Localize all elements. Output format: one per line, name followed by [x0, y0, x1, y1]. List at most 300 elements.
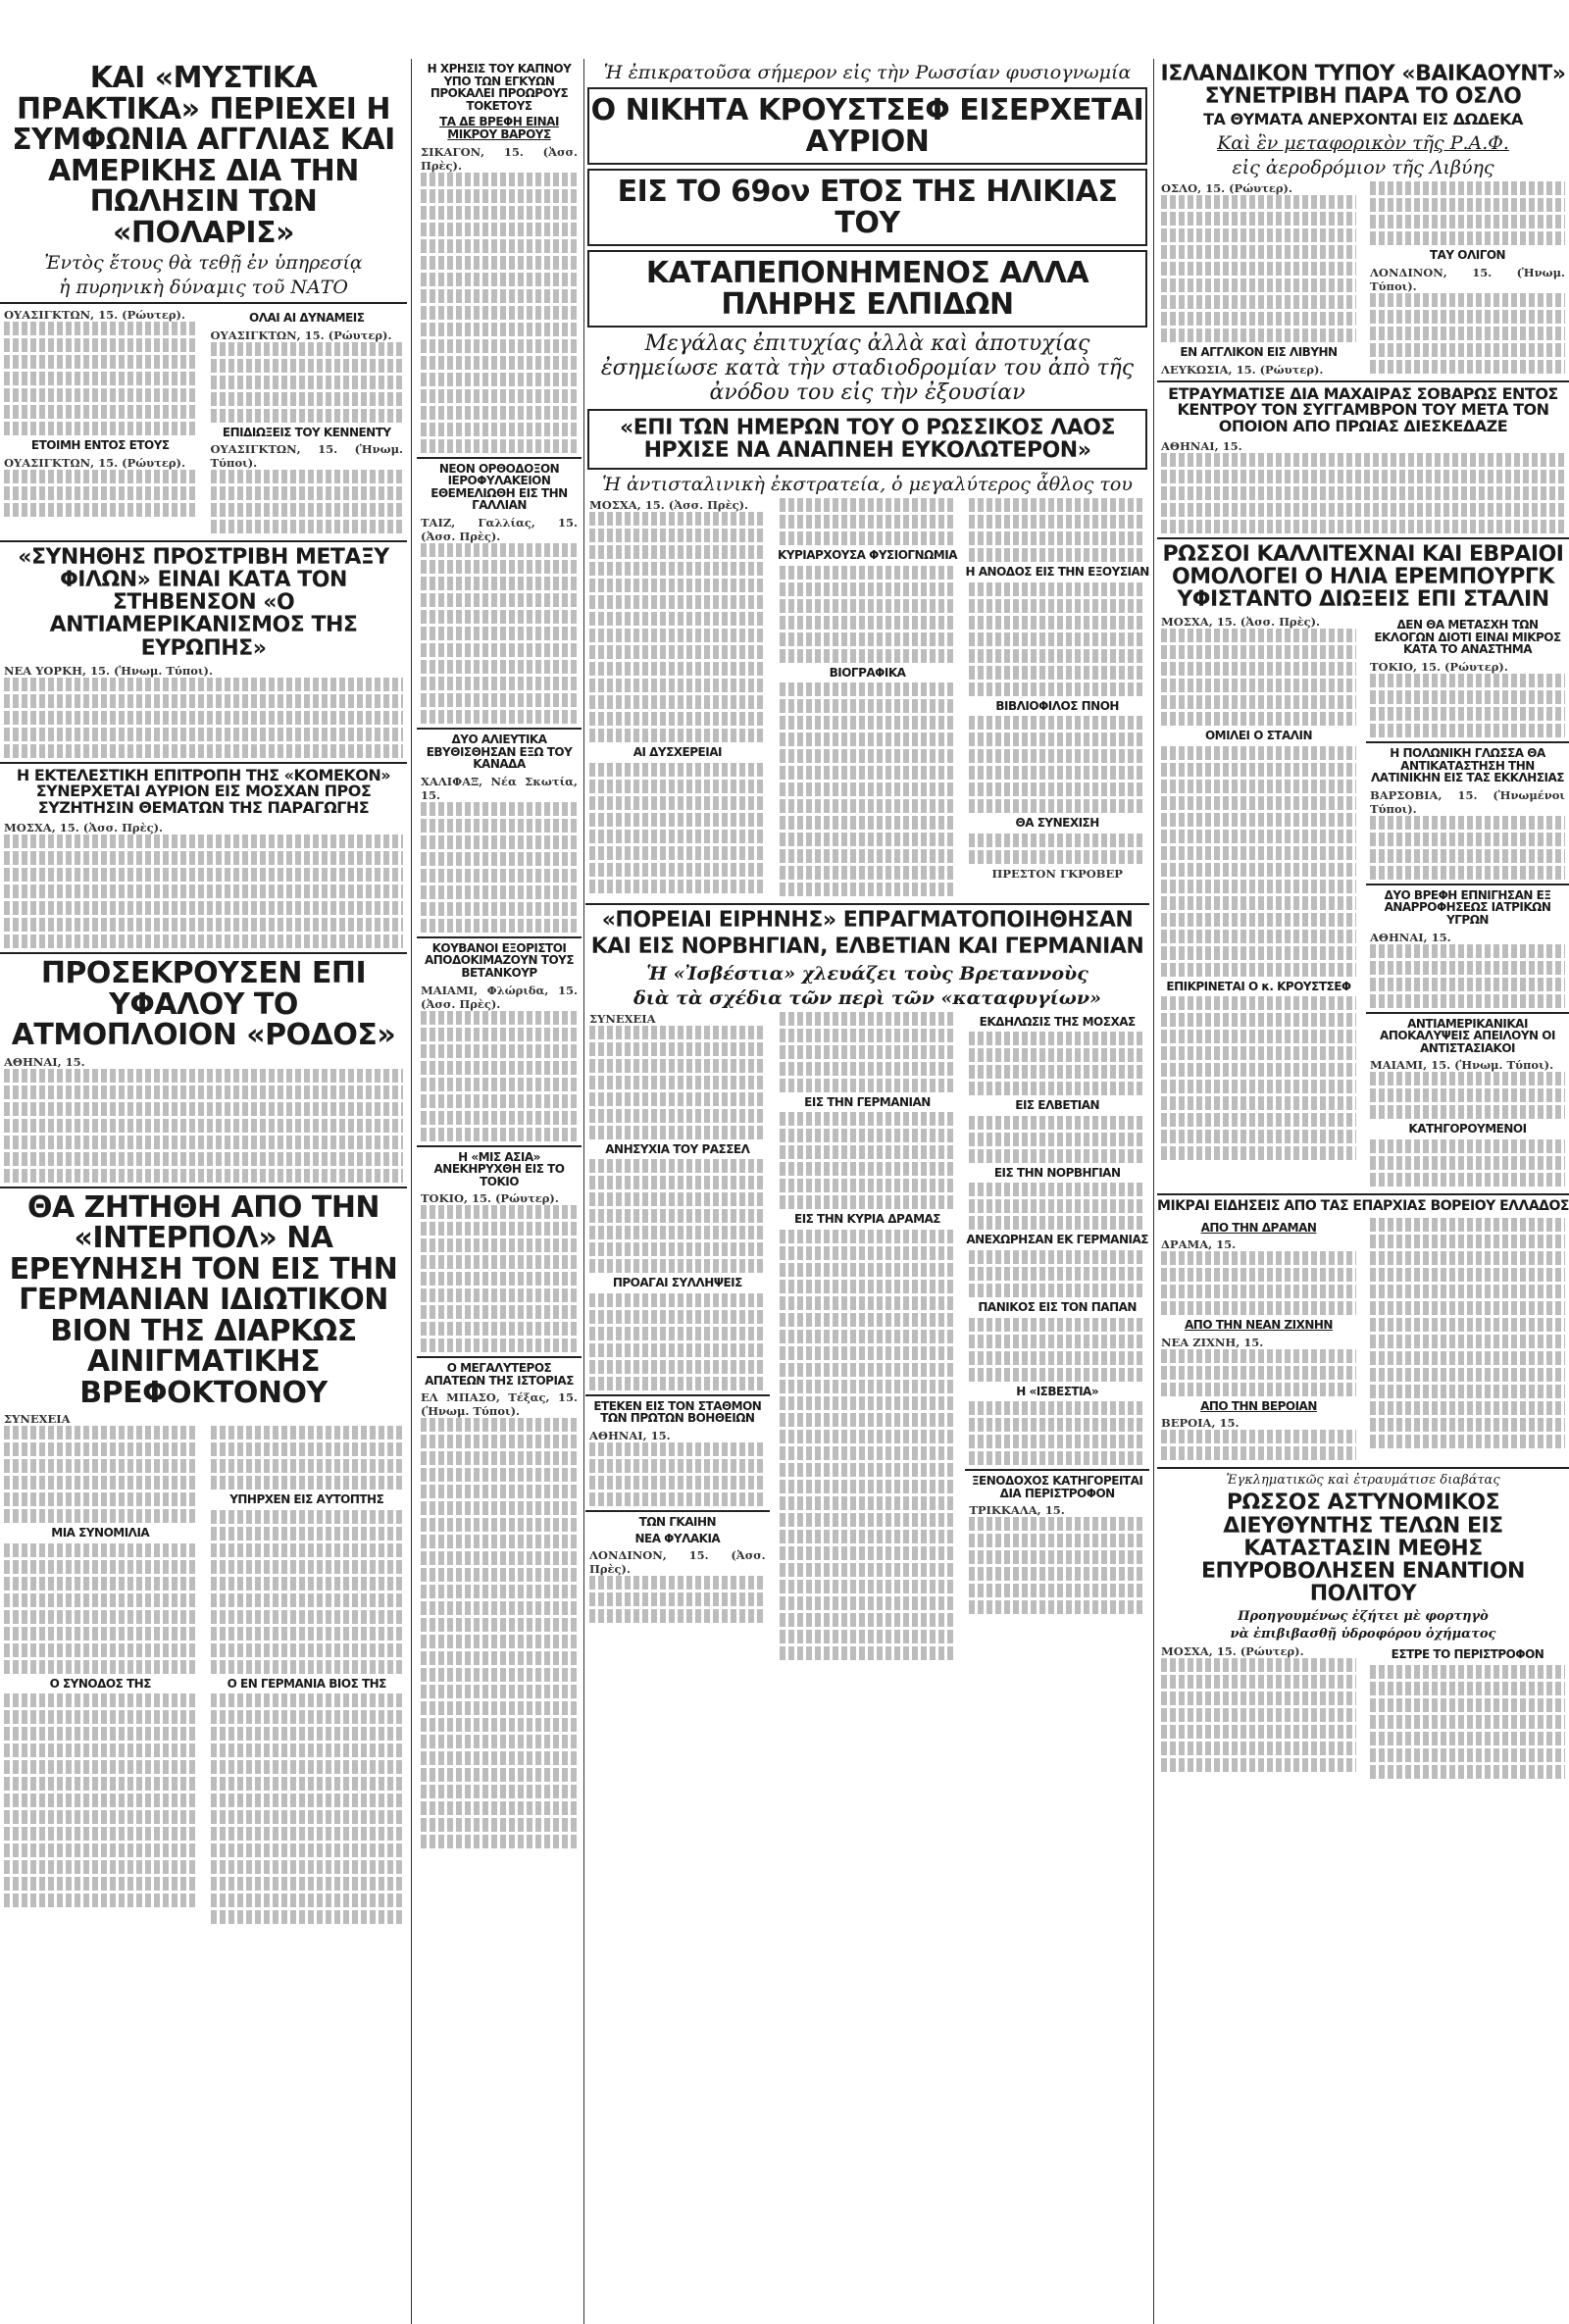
text-lines — [589, 830, 766, 843]
subsection-head: ΑΠΟ ΤΗΝ ΔΡΑΜΑΝ — [1200, 1220, 1317, 1235]
text-lines — [589, 562, 766, 576]
divider — [417, 1356, 582, 1358]
dateline: ΜΑΙΑΜΙ, 15. (Ἡνωμ. Τύποι). — [1370, 1058, 1554, 1073]
text-lines — [1161, 679, 1356, 692]
subsection-head: ΕΙΣ ΤΗΝ ΚΥΡΙΑ ΔΡΑΜΑΣ — [794, 1212, 940, 1227]
text-lines — [1370, 231, 1565, 245]
text-lines — [1161, 996, 1356, 1010]
text-lines — [589, 1209, 766, 1223]
text-lines — [969, 666, 1145, 680]
text-lines — [780, 1230, 956, 1243]
text-lines — [4, 470, 197, 483]
subsection-head: ΑΙ ΔΥΣΧΕΡΕΙΑΙ — [633, 745, 722, 760]
text-lines — [211, 1710, 404, 1724]
subhead: ΤΑ ΔΕ ΒΡΕΦΗ ΕΙΝΑΙ ΜΙΚΡΟΥ ΒΑΡΟΥΣ — [439, 115, 559, 141]
text-lines — [211, 1442, 404, 1456]
text-lines — [1370, 1139, 1565, 1153]
headline-swindler: Ο ΜΕΓΑΛΥΤΕΡΟΣ ΑΠΑΤΕΩΝ ΤΗΣ ΙΣΤΟΡΙΑΣ — [425, 1361, 574, 1388]
text-lines — [421, 1685, 578, 1698]
text-lines — [1370, 724, 1565, 737]
dateline: ΟΣΛΟ, 15. (Ρώυτερ). — [1161, 180, 1292, 195]
headline-peace-marches: «ΠΟΡΕΙΑΙ ΕΙΡΗΝΗΣ» ΕΠΡΑΓΜΑΤΟΠΟΙΗΘΗΣΑΝ — [601, 908, 1134, 934]
text-lines — [780, 1145, 956, 1159]
text-lines — [421, 1339, 578, 1352]
column-rule — [583, 59, 584, 2324]
subsection-head: ΒΙΟΓΡΑΦΙΚΑ — [829, 665, 906, 680]
text-lines — [1161, 486, 1565, 500]
text-lines — [1370, 1682, 1565, 1695]
text-lines — [780, 649, 956, 663]
text-lines — [421, 1044, 578, 1058]
text-lines — [1161, 629, 1356, 642]
text-lines — [421, 593, 578, 607]
text-lines — [421, 356, 578, 370]
text-lines — [780, 1112, 956, 1126]
text-lines — [421, 1718, 578, 1732]
text-lines — [4, 1860, 197, 1874]
text-lines — [1370, 1156, 1565, 1170]
dateline: ΤΡΙΚΚΑΛΑ, 15. — [969, 1503, 1065, 1518]
text-lines — [421, 1818, 578, 1832]
text-lines — [421, 1094, 578, 1108]
text-lines — [780, 1413, 956, 1427]
dateline: ΒΑΡΣΟΒΙΑ, 15. (Ἡνωμένοι Τύποι). — [1370, 787, 1565, 816]
text-lines — [421, 1835, 578, 1848]
text-lines — [1370, 1748, 1565, 1762]
text-lines — [969, 682, 1145, 696]
divider — [417, 936, 582, 938]
text-lines — [421, 1635, 578, 1648]
text-lines — [1370, 707, 1565, 721]
subhead: νὰ ἐπιβιβασθῇ ὑδροφόρου ὀχήματος — [1230, 1626, 1496, 1642]
subsection-head: ΕΤΟΙΜΗ ΕΝΤΟΣ ΕΤΟΥΣ — [30, 438, 170, 452]
text-lines — [211, 1693, 404, 1707]
text-lines — [589, 612, 766, 626]
text-lines — [1161, 1301, 1356, 1315]
divider — [1366, 884, 1569, 885]
text-lines — [421, 1468, 578, 1482]
text-lines — [4, 405, 197, 419]
text-lines — [421, 1585, 578, 1598]
headline-polaris: ΚΑΙ «ΜΥΣΤΙΚΑ ΠΡΑΚΤΙΚΑ» ΠΕΡΙΕΧΕΙ Η ΣΥΜΦΩΝΙΑ ΑΓΓΛΙΑΣ ΚΑΙ ΑΜΕΡΙΚΗΣ ΔΙΑ ΤΗΝ ΠΩΛΗΣΙΝ ΤΩΝ «ΠΟΛΑΡΙΣ» — [12, 61, 395, 250]
column-3 — [585, 59, 1149, 1663]
text-lines — [211, 503, 404, 517]
divider — [585, 1394, 770, 1396]
text-lines — [1370, 833, 1565, 846]
text-lines — [1370, 674, 1565, 687]
text-lines — [421, 1668, 578, 1682]
text-lines — [780, 1530, 956, 1543]
text-lines — [1161, 1096, 1356, 1110]
text-lines — [589, 1459, 766, 1473]
text-lines — [1370, 1732, 1565, 1745]
text-lines — [780, 699, 956, 713]
text-lines — [1370, 1285, 1565, 1298]
divider — [965, 1469, 1149, 1471]
headline-knife-attack: ΕΤΡΑΥΜΑΤΙΣΕ ΔΙΑ ΜΑΧΑΙΡΑΣ ΣΟΒΑΡΩΣ ΕΝΤΟΣ ΚΕΝΤΡΟΥ ΤΟΝ ΣΥΓΓΑΜΒΡΟΝ ΤΟΥ ΜΕΤΑ ΤΟΝ ΟΠΟΙΟΝ ΑΠΟ ΠΡΩΙΑΣ ΔΙΕΣΚΕΔΑΖΕ — [1168, 383, 1558, 436]
text-lines — [969, 1335, 1145, 1348]
subhead: Ἡ «Ἰσβέστια» χλευάζει τοὺς Βρεταννοὺς — [646, 962, 1088, 985]
dateline: ΣΙΚΑΓΟΝ, 15. (Ἀσσ. Πρὲς). — [421, 144, 578, 173]
text-lines — [421, 1535, 578, 1548]
text-lines — [1161, 1430, 1356, 1443]
text-lines — [1370, 849, 1565, 863]
text-lines — [589, 545, 766, 559]
text-lines — [4, 1877, 197, 1891]
text-lines — [1161, 328, 1356, 342]
text-lines — [589, 1092, 766, 1106]
text-lines — [1370, 1435, 1565, 1448]
text-lines — [421, 1222, 578, 1236]
text-lines — [969, 1284, 1145, 1297]
dateline: ΤΑΙΖ, Γαλλίας, 15. (Ἀσσ. Πρὲς). — [421, 515, 578, 543]
text-lines — [780, 1513, 956, 1527]
divider — [417, 1145, 582, 1147]
text-lines — [421, 439, 578, 453]
text-lines — [421, 206, 578, 220]
text-lines — [211, 1827, 404, 1841]
headline-stevenson: «ΣΥΝΗΘΗΣ ΠΡΟΣΤΡΙΒΗ ΜΕΤΑΞΥ ΦΙΛΩΝ» ΕΙΝΑΙ ΚΑΤΑ ΤΟΝ ΣΤΗΒΕΝΣΟΝ «Ο ΑΝΤΙΑΜΕΡΙΚΑΝΙΣΜΟΣ ΤΗΣ ΕΥΡΩΠΗΣ» — [18, 545, 389, 661]
text-lines — [969, 850, 1145, 864]
text-lines — [589, 1026, 766, 1039]
text-lines — [1161, 470, 1565, 483]
text-lines — [211, 1527, 404, 1541]
subhead: ΤΑ ΘΥΜΑΤΑ ΑΝΕΡΧΟΝΤΑΙ ΕΙΣ ΔΩΔΕΚΑ — [1203, 110, 1523, 129]
text-lines — [421, 173, 578, 186]
text-lines — [211, 1743, 404, 1757]
text-lines — [1161, 830, 1356, 843]
text-lines — [589, 1476, 766, 1490]
text-lines — [1161, 1063, 1356, 1077]
text-lines — [421, 660, 578, 674]
text-lines — [780, 599, 956, 613]
text-lines — [1161, 1708, 1356, 1722]
text-lines — [780, 883, 956, 896]
text-lines — [1161, 796, 1356, 810]
text-lines — [421, 306, 578, 320]
text-lines — [969, 716, 1145, 730]
subsection-head: ΕΠΙΔΙΩΞΕΙΣ ΤΟΥ ΚΕΝΝΕΝΤΥ — [222, 425, 391, 439]
text-lines — [780, 1480, 956, 1493]
text-lines — [1370, 1318, 1565, 1332]
text-lines — [589, 863, 766, 877]
headline-box — [587, 87, 1147, 165]
divider — [1157, 1193, 1569, 1195]
text-lines — [4, 422, 197, 435]
text-lines — [421, 643, 578, 657]
headline-hotelier: ΞΕΝΟΔΟΧΟΣ ΚΑΤΗΓΟΡΕΙΤΑΙ ΔΙΑ ΠΕΡΙΣΤΡΟΦΟΝ — [971, 1474, 1143, 1500]
text-lines — [589, 1226, 766, 1239]
text-lines — [969, 1116, 1145, 1130]
dateline: ΝΕΑ ΥΟΡΚΗ, 15. (Ἡνωμ. Τύποι). — [4, 663, 213, 678]
text-lines — [1161, 930, 1356, 943]
text-lines — [969, 733, 1145, 746]
text-lines — [1161, 503, 1565, 517]
text-lines — [1370, 994, 1565, 1008]
text-lines — [421, 223, 578, 236]
text-lines — [421, 406, 578, 420]
text-lines — [589, 1377, 766, 1390]
text-lines — [780, 766, 956, 780]
text-lines — [4, 1760, 197, 1774]
headline-infants: ΔΥΟ ΒΡΕΦΗ ΕΠΝΙΓΗΣΑΝ ΕΞ ΑΝΑΡΡΟΦΗΣΕΩΣ ΙΑΤΡΙΚΩΝ ΥΓΡΩΝ — [1384, 887, 1551, 927]
text-lines — [589, 1609, 766, 1623]
text-lines — [211, 1844, 404, 1857]
subsection-head: ΥΠΗΡΧΕΝ ΕΙΣ ΑΥΤΟΠΤΗΣ — [229, 1492, 384, 1507]
text-lines — [4, 1492, 197, 1506]
text-lines — [1370, 1351, 1565, 1365]
text-lines — [780, 1580, 956, 1593]
text-lines — [211, 359, 404, 373]
text-lines — [589, 1042, 766, 1056]
text-lines — [589, 579, 766, 592]
subsection-head: ΑΝΗΣΥΧΙΑ ΤΟΥ ΡΑΣΣΕΛ — [605, 1141, 750, 1156]
text-lines — [969, 1451, 1145, 1465]
text-lines — [969, 1065, 1145, 1079]
text-lines — [780, 1630, 956, 1643]
text-lines — [421, 1601, 578, 1615]
text-lines — [780, 866, 956, 880]
text-lines — [969, 1418, 1145, 1432]
text-lines — [421, 323, 578, 336]
text-lines — [421, 389, 578, 403]
text-lines — [1161, 1366, 1356, 1380]
dateline: ΒΕΡΟΙΑ, 15. — [1161, 1416, 1240, 1431]
text-lines — [969, 783, 1145, 796]
text-lines — [1161, 1658, 1356, 1672]
text-lines — [421, 1618, 578, 1632]
text-lines — [1161, 813, 1356, 827]
text-lines — [780, 515, 956, 529]
headline-box — [587, 169, 1147, 246]
dateline: ΟΥΑΣΙΓΚΤΩΝ, 15. (Ρώυτερ). — [4, 455, 185, 470]
text-lines — [1161, 1725, 1356, 1739]
subsection-head: ΑΠΟ ΤΗΝ ΝΕΑΝ ΖΙΧΝΗΝ — [1185, 1318, 1333, 1333]
text-lines — [780, 1029, 956, 1042]
text-lines — [780, 616, 956, 630]
text-lines — [1161, 1446, 1356, 1460]
text-lines — [589, 729, 766, 742]
text-lines — [4, 1593, 197, 1607]
text-lines — [1370, 343, 1565, 357]
divider — [0, 540, 407, 542]
text-lines — [780, 733, 956, 746]
text-lines — [1161, 946, 1356, 960]
text-lines — [421, 339, 578, 353]
text-lines — [1161, 1285, 1356, 1298]
text-lines — [4, 1777, 197, 1791]
text-lines — [4, 935, 403, 948]
dateline: ΑΘΗΝΑΙ, 15. — [1161, 438, 1242, 453]
divider — [585, 903, 1149, 905]
divider — [0, 762, 407, 764]
text-lines — [211, 1860, 404, 1874]
text-lines — [1370, 1088, 1565, 1102]
text-lines — [969, 1584, 1145, 1597]
text-lines — [1161, 195, 1356, 209]
text-lines — [421, 852, 578, 866]
dateline: ΕΛ ΜΠΑΣΟ, Τέξας, 15. (Ἡνωμ. Τύποι). — [421, 1390, 578, 1419]
text-lines — [1370, 1251, 1565, 1265]
text-lines — [589, 1159, 766, 1173]
text-lines — [1370, 1698, 1565, 1712]
text-lines — [1161, 645, 1356, 659]
dateline: ΜΟΣΧΑ, 15. (Ἀσσ. Πρὲς). — [589, 498, 749, 513]
subsection-head: Η «ΙΣΒΕΣΤΙΑ» — [1016, 1384, 1099, 1398]
text-lines — [211, 1643, 404, 1657]
headline-north-greece: ΜΙΚΡΑΙ ΕΙΔΗΣΕΙΣ ΑΠΟ ΤΑΣ ΕΠΑΡΧΙΑΣ ΒΟΡΕΙΟΥ ΕΛΛΑΔΟΣ — [1157, 1197, 1569, 1214]
text-lines — [421, 289, 578, 303]
subsection-head: ΒΙΒΛΙΟΦΙΛΟΣ ΠΝΟΗ — [995, 698, 1119, 713]
text-lines — [4, 901, 403, 915]
text-lines — [780, 1079, 956, 1092]
divider — [0, 302, 407, 304]
text-lines — [4, 851, 403, 865]
text-lines — [211, 520, 404, 533]
text-lines — [1370, 198, 1565, 212]
text-lines — [969, 1149, 1145, 1163]
text-lines — [4, 1442, 197, 1456]
subhead: Μεγάλας ἐπιτυχίας ἀλλὰ καὶ ἀποτυχίας ἐσημείωσε κατὰ τὴν σταδιοδρομίαν του ἀπὸ τῆς ἀνόδου του εἰς τὴν ἐξουσίαν — [600, 331, 1135, 405]
text-lines — [4, 1543, 197, 1557]
subsection-head: ΚΑΤΗΓΟΡΟΥΜΕΝΟΙ — [1408, 1122, 1527, 1137]
subhead: διὰ τὰ σχέδια τῶν περὶ τῶν «καταφυγίων» — [633, 986, 1101, 1009]
text-lines — [421, 693, 578, 707]
text-lines — [4, 1136, 403, 1149]
text-lines — [211, 1510, 404, 1524]
text-lines — [589, 813, 766, 827]
text-lines — [4, 711, 403, 725]
dateline: ΤΟΚΙΟ, 15. (Ρώυτερ). — [421, 1191, 559, 1206]
text-lines — [1161, 278, 1356, 292]
divider — [1157, 537, 1569, 539]
text-lines — [4, 1119, 403, 1133]
headline-rodos-ship: ΠΡΟΣΕΚΡΟΥΣΕΝ ΕΠΙ ΥΦΑΛΟΥ ΤΟ ΑΤΜΟΠΛΟΙΟΝ «ΡΟΔΟΣ» — [11, 956, 396, 1053]
headline-russian-people: «ΕΠΙ ΤΩΝ ΗΜΕΡΩΝ ΤΟΥ Ο ΡΩΣΣΙΚΟΣ ΛΑΟΣ ΗΡΧΙΣΕ ΝΑ ΑΝΑΠΝΕΗ ΕΥΚΟΛΩΤΕΡΟΝ» — [620, 416, 1115, 464]
text-lines — [421, 1128, 578, 1141]
text-lines — [1370, 181, 1565, 195]
divider — [1157, 380, 1569, 382]
text-lines — [1161, 1383, 1356, 1396]
text-lines — [589, 529, 766, 542]
text-lines — [1161, 780, 1356, 793]
headline-comecon: Η ΕΚΤΕΛΕΣΤΙΚΗ ΕΠΙΤΡΟΠΗ ΤΗΣ «ΚΟΜΕΚΟΝ» ΣΥΝΕΡΧΕΤΑΙ ΑΥΡΙΟΝ ΕΙΣ ΜΟΣΧΑΝ ΠΡΟΣ ΣΥΖΗΤΗΣΙΝ ΘΕΜΑΤΩΝ ΤΗΣ ΠΑΡΑΓΩΓΗΣ — [16, 765, 391, 818]
text-lines — [589, 1242, 766, 1256]
byline: ΠΡΕΣΤΟΝ ΓΚΡΟΒΕΡ — [991, 866, 1123, 881]
dateline: ΤΟΚΙΟ, 15. (Ρώυτερ). — [1370, 660, 1508, 675]
headline-box — [587, 250, 1147, 328]
text-lines — [969, 1600, 1145, 1614]
text-lines — [4, 1743, 197, 1757]
subsection-head: ΤΑΥ ΟΛΙΓΟΝ — [1429, 247, 1506, 262]
text-lines — [4, 486, 197, 500]
text-lines — [421, 1288, 578, 1302]
text-lines — [421, 627, 578, 640]
text-lines — [1161, 453, 1565, 467]
text-lines — [589, 1192, 766, 1206]
text-lines — [211, 1794, 404, 1807]
subhead: Ἐντὸς ἔτους θὰ τεθῇ ἐν ὑπηρεσίᾳ — [44, 252, 363, 274]
text-lines — [421, 1701, 578, 1715]
text-lines — [1161, 1251, 1356, 1265]
divider — [1366, 741, 1569, 743]
dateline: ΝΕΑ ΖΙΧΝΗ, 15. — [1161, 1335, 1264, 1349]
text-lines — [969, 1550, 1145, 1564]
text-lines — [4, 1727, 197, 1741]
text-lines — [211, 1877, 404, 1891]
dateline: ΑΘΗΝΑΙ, 15. — [1370, 930, 1451, 944]
text-lines — [211, 470, 404, 483]
headline-first-aid: ΕΤΕΚΕΝ ΕΙΣ ΤΟΝ ΣΤΑΘΜΟΝ ΤΩΝ ΠΡΩΤΩΝ ΒΟΗΘΕΙΩΝ — [593, 1398, 762, 1426]
dateline: ΛΕΥΚΩΣΙΑ, 15. (Ρώυτερ). — [1161, 362, 1324, 377]
text-lines — [1161, 1349, 1356, 1363]
text-lines — [969, 1435, 1145, 1448]
text-lines — [1161, 1692, 1356, 1705]
text-lines — [4, 338, 197, 352]
dateline: ΟΥΑΣΙΓΚΤΩΝ, 15. (Ρώυτερ). — [210, 328, 392, 342]
text-lines — [211, 1577, 404, 1591]
text-lines — [589, 645, 766, 659]
subsection-head: Ο ΕΝ ΓΕΡΜΑΝΙΑ ΒΙΟΣ ΤΗΣ — [227, 1676, 386, 1691]
text-lines — [969, 1133, 1145, 1146]
text-lines — [589, 1259, 766, 1273]
text-lines — [421, 1501, 578, 1515]
text-lines — [4, 1102, 403, 1116]
subsection-head: ΑΠΟ ΤΗΝ ΒΕΡΟΙΑΝ — [1200, 1398, 1317, 1413]
text-lines — [1370, 1765, 1565, 1779]
text-lines — [4, 1152, 403, 1166]
headline-ehrenburg: ΡΩΣΣΟΙ ΚΑΛΛΙΤΕΧΝΑΙ ΚΑΙ ΕΒΡΑΙΟΙ ΟΜΟΛΟΓΕΙ Ο ΗΛΙΑ ΕΡΕΜΠΟΥΡΓΚ ΥΦΙΣΤΑΝΤΟ ΔΙΩΞΕΙΣ ΕΠΙ ΣΤΑΛΙΝ — [1162, 541, 1564, 613]
text-lines — [1161, 712, 1356, 726]
subsection-head: ΠΡΟΑΓΑΙ ΣΥΛΛΗΨΕΙΣ — [612, 1276, 742, 1290]
text-lines — [1161, 228, 1356, 242]
text-lines — [969, 1567, 1145, 1581]
text-lines — [211, 1426, 404, 1440]
text-lines — [1161, 1046, 1356, 1060]
text-lines — [4, 1627, 197, 1641]
text-lines — [211, 376, 404, 389]
text-lines — [1370, 1218, 1565, 1232]
text-lines — [1161, 846, 1356, 860]
text-lines — [969, 531, 1145, 545]
text-lines — [969, 1082, 1145, 1095]
text-lines — [421, 1768, 578, 1782]
text-lines — [589, 712, 766, 726]
text-lines — [780, 1430, 956, 1443]
text-lines — [780, 816, 956, 830]
text-lines — [969, 1534, 1145, 1547]
text-lines — [1161, 746, 1356, 760]
text-lines — [1161, 312, 1356, 326]
text-lines — [969, 1216, 1145, 1230]
text-lines — [1370, 1418, 1565, 1432]
headline-viscount-crash: ΙΣΛΑΝΔΙΚΟΝ ΤΥΠΟΥ «ΒΑΙΚΑΟΥΝΤ» ΣΥΝΕΤΡΙΒΗ ΠΑΡΑ ΤΟ ΟΣΛΟ — [1160, 62, 1566, 110]
subsection-head: ΕΙΣ ΤΗΝ ΓΕΡΜΑΝΙΑΝ — [804, 1094, 931, 1109]
text-lines — [4, 744, 403, 758]
text-lines — [4, 1660, 197, 1674]
text-lines — [4, 322, 197, 335]
text-lines — [421, 577, 578, 590]
text-lines — [421, 256, 578, 270]
headline-khrushchev: Ο ΝΙΚΗΤΑ ΚΡΟΥΣΤΣΕΦ ΕΙΣΕΡΧΕΤΑΙ ΑΥΡΙΟΝ — [590, 93, 1144, 159]
text-lines — [780, 1396, 956, 1410]
text-lines — [421, 1418, 578, 1432]
text-lines — [1161, 1113, 1356, 1127]
text-lines — [969, 649, 1145, 663]
text-lines — [421, 902, 578, 916]
text-lines — [969, 1250, 1145, 1264]
text-lines — [1161, 896, 1356, 910]
